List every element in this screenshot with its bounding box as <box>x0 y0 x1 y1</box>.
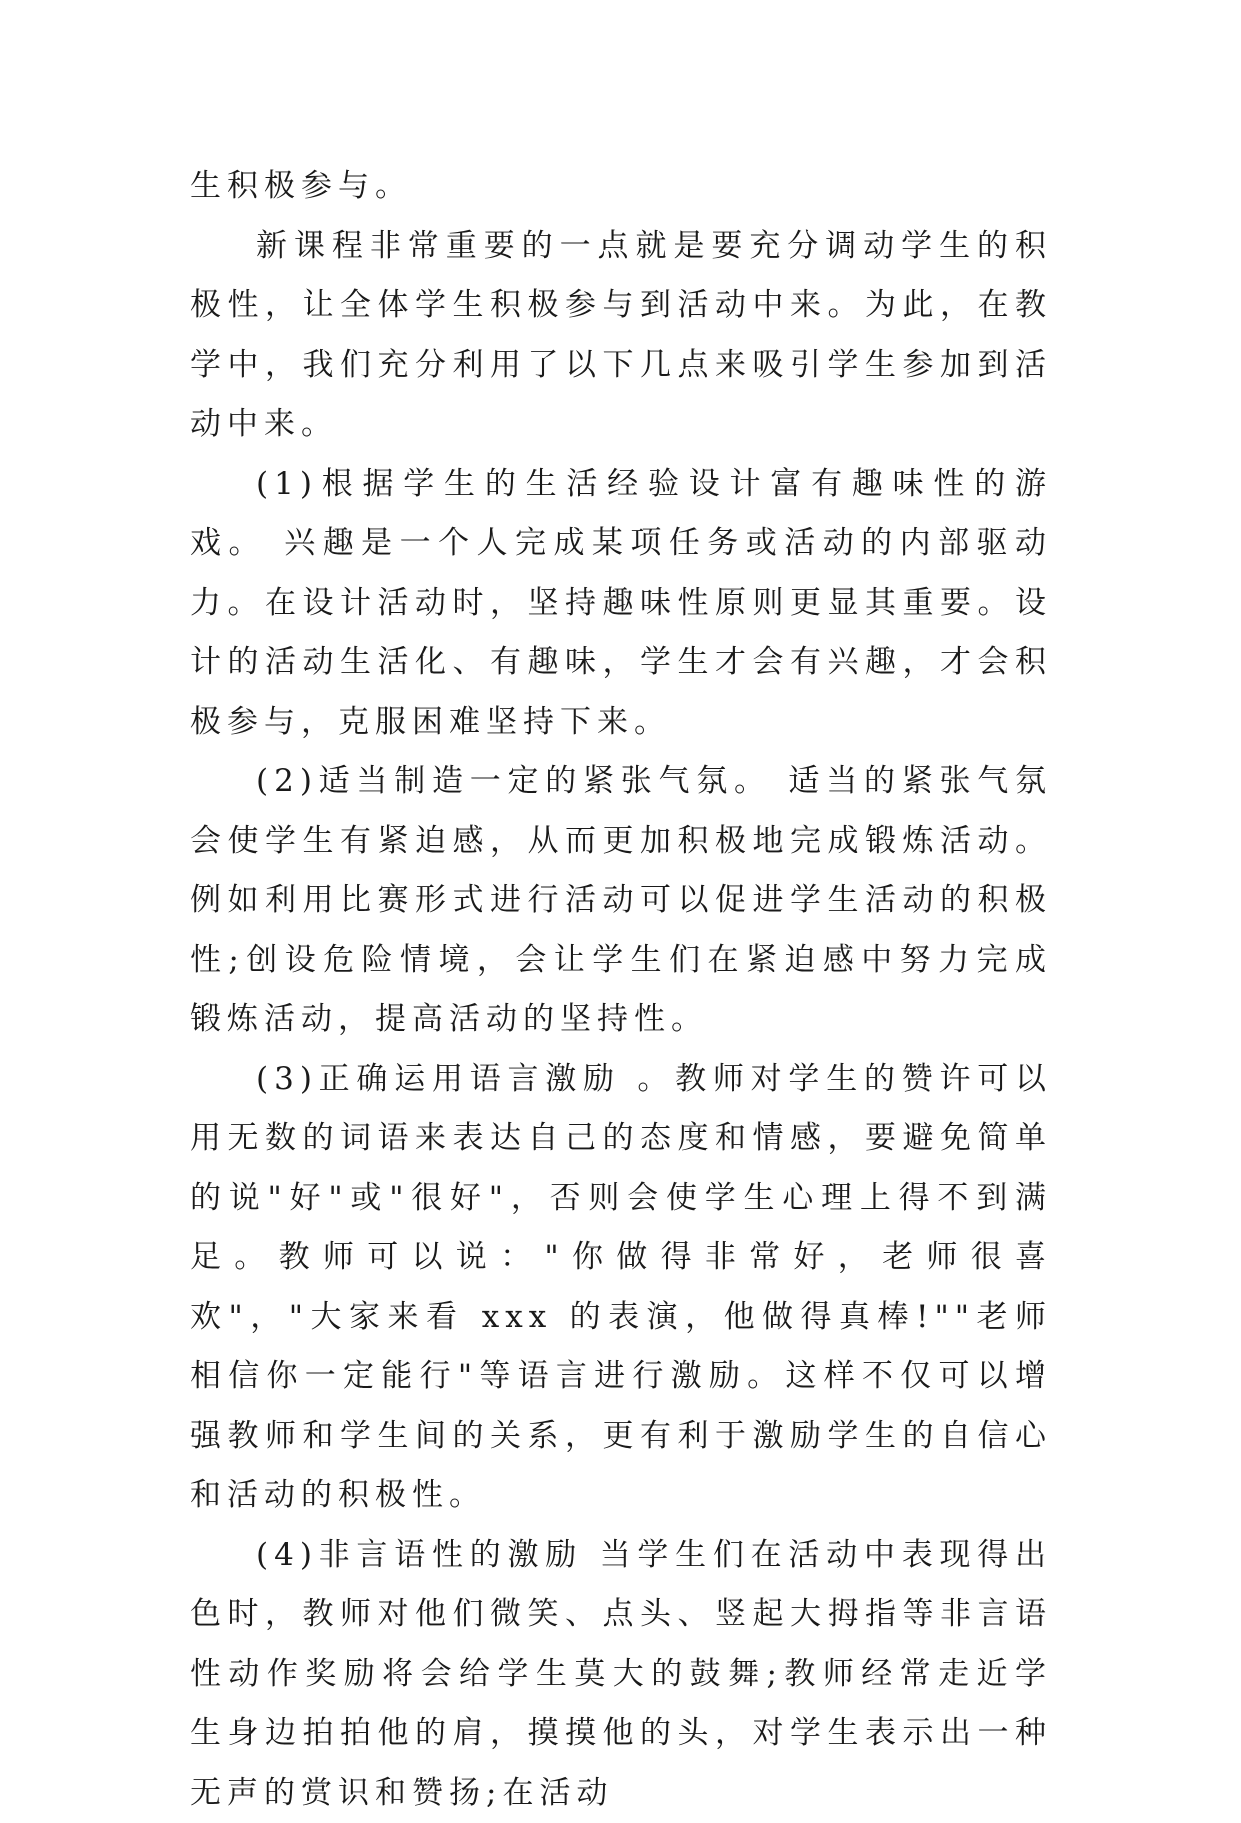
paragraph-intro: 新课程非常重要的一点就是要充分调动学生的积极性，让全体学生积极参与到活动中来。为此，在教学中，我们充分利用了以下几点来吸引学生参加到活动中来。 <box>190 217 1052 455</box>
paragraph-point-1: (1)根据学生的生活经验设计富有趣味性的游戏。 兴趣是一个人完成某项任务或活动的内部驱动力。在设计活动时，坚持趣味性原则更显其重要。设计的活动生活化、有趣味，学生才会有兴趣，才会积极参与，克服困难坚持下来。 <box>190 455 1052 753</box>
paragraph-point-4: (4)非言语性的激励 当学生们在活动中表现得出色时，教师对他们微笑、点头、竖起大拇指等非言语性动作奖励将会给学生莫大的鼓舞;教师经常走近学生身边拍拍他的肩，摸摸他的头，对学生表示出一种无声的赏识和赞扬;在活动 <box>190 1526 1052 1823</box>
paragraph-point-2: (2)适当制造一定的紧张气氛。 适当的紧张气氛会使学生有紧迫感，从而更加积极地完成锻炼活动。例如利用比赛形式进行活动可以促进学生活动的积极性;创设危险情境，会让学生们在紧迫感中努力完成锻炼活动，提高活动的坚持性。 <box>190 752 1052 1050</box>
paragraph-continuation: 生积极参与。 <box>190 157 1052 217</box>
paragraph-point-3: (3)正确运用语言激励 。教师对学生的赞许可以用无数的词语来表达自己的态度和情感，要避免简单的说"好"或"很好"，否则会使学生心理上得不到满足。教师可以说："你做得非常好，老师很喜欢"，"大家来看 xxx 的表演，他做得真棒!""老师相信你一定能行"等语言进行激励。这样不仅可以增强教师和学生间的关系，更有利于激励学生的自信心和活动的积极性。 <box>190 1050 1052 1526</box>
document-body <box>190 157 1052 1823</box>
